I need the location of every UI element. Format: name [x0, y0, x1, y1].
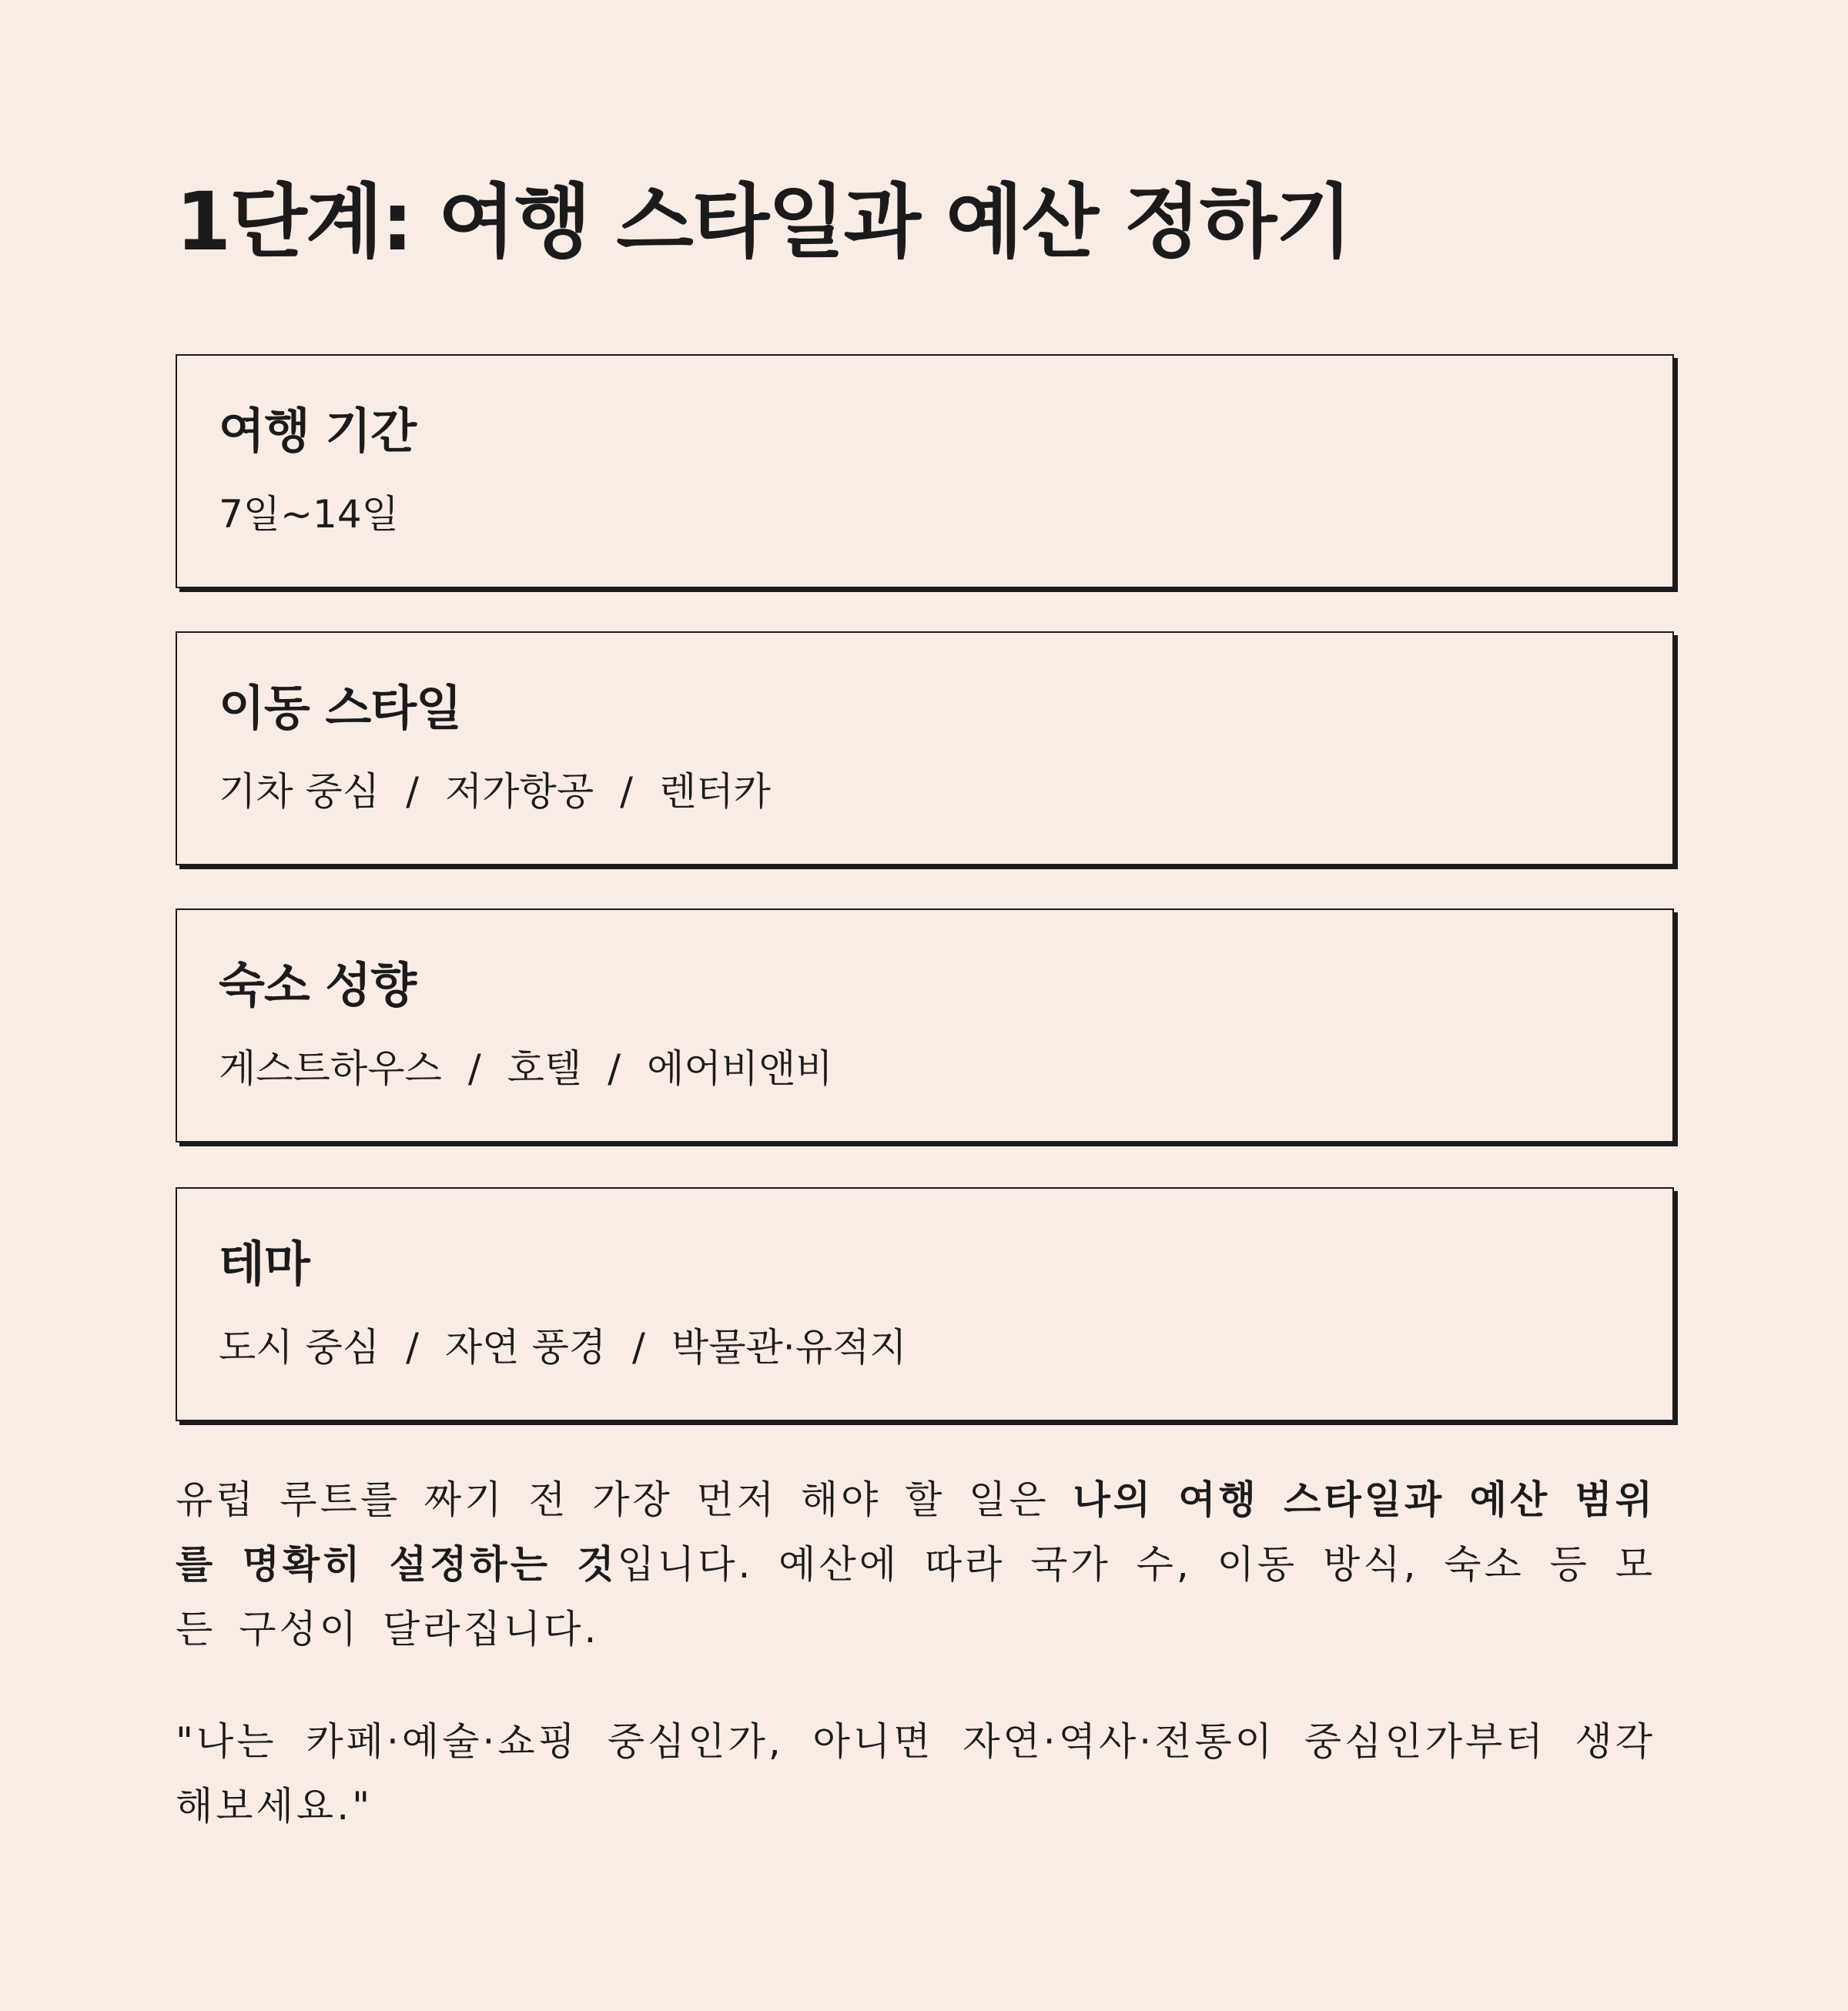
option-text: 에어비앤비: [647, 1046, 833, 1091]
separator: /: [406, 1325, 419, 1370]
separator: /: [467, 1046, 481, 1091]
separator: /: [620, 769, 634, 814]
info-card-travel-period: [176, 354, 1674, 588]
paragraph-text: 입니다. 예산에 따라 국가 수, 이동 방식, 숙소 등 모든 구성이 달라집니다.: [176, 1542, 1656, 1651]
separator: /: [406, 769, 419, 814]
card-title: 이동 스타일: [219, 680, 462, 736]
page-title: 1단계: 여행 스타일과 예산 정하기: [176, 175, 1351, 269]
separator: /: [632, 1325, 645, 1370]
card-value: [219, 1323, 907, 1372]
option-text: 자연 풍경: [444, 1325, 607, 1370]
option-text: 박물관·유적지: [671, 1325, 907, 1370]
option-text: 렌터카: [659, 769, 771, 814]
card-title: 여행 기간: [219, 403, 417, 459]
paragraph-emphasis: 나의 여행 스타일과 예산 범위를 명확히 설정하는 것: [176, 1477, 1656, 1587]
info-card-accommodation: [176, 908, 1674, 1143]
option-text: 7일~14일: [219, 492, 399, 537]
card-value: [219, 767, 771, 816]
card-title: 테마: [219, 1236, 310, 1292]
card-title: 숙소 성향: [219, 957, 417, 1013]
card-value: [219, 1044, 833, 1093]
paragraph-text: 유럽 루트를 짜기 전 가장 먼저 해야 할 일은: [176, 1477, 1073, 1522]
intro-paragraph: [176, 1467, 1656, 1661]
info-card-theme: [176, 1187, 1674, 1421]
option-text: 기차 중심: [219, 769, 380, 814]
quote-paragraph: "나는 카페·예술·쇼핑 중심인가, 아니면 자연·역사·전통이 중심인가부터 생각해보세요.": [176, 1719, 1656, 1829]
card-value: [219, 490, 399, 539]
info-card-transport-style: [176, 631, 1674, 865]
option-text: 도시 중심: [219, 1325, 380, 1370]
separator: /: [608, 1046, 621, 1091]
option-text: 저가항공: [444, 769, 594, 814]
option-text: 호텔: [507, 1046, 582, 1091]
option-text: 게스트하우스: [219, 1046, 442, 1091]
